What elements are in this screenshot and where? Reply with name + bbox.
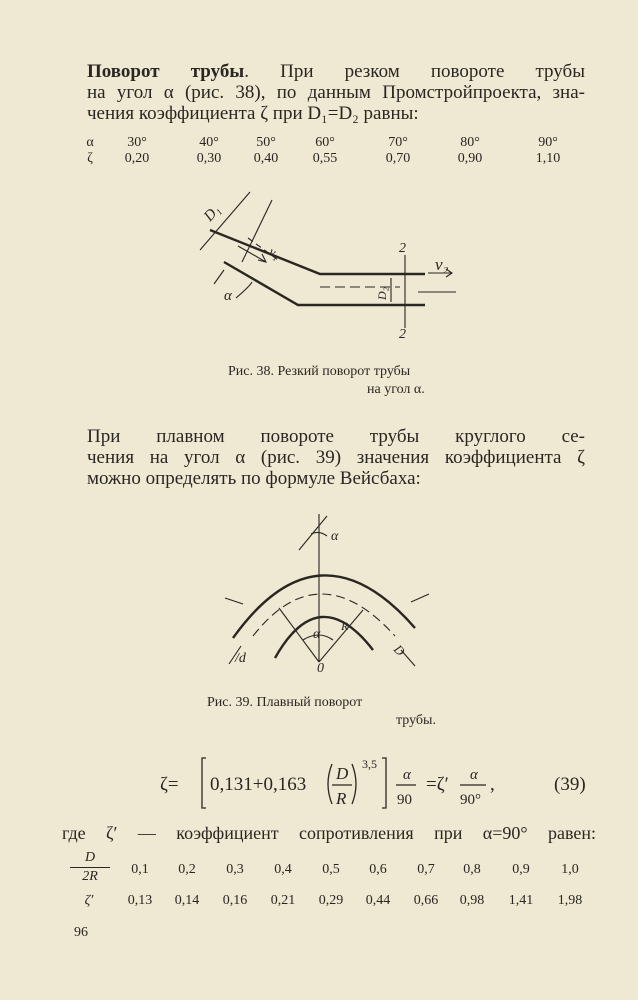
table-cell: 0,90 (457, 151, 483, 166)
alpha-label: α (224, 288, 232, 304)
table-cell: 90° (538, 135, 558, 150)
table-cell: 0,5 (322, 862, 340, 877)
paragraph-where (62, 823, 596, 844)
table-cell: 0,29 (318, 893, 344, 908)
table-row (88, 151, 588, 167)
table-cell: 0,55 (312, 151, 338, 166)
paragraph-smooth-bend (87, 426, 585, 489)
formula-constants: 0,131+0,163 (210, 774, 307, 795)
table-cell: 70° (388, 135, 408, 150)
pipe-lower-wall (224, 262, 425, 305)
formula-d: D (336, 764, 349, 783)
table-row (88, 135, 588, 151)
section-2-bottom-label: 2 (399, 327, 406, 340)
ratio-label: D 2R (70, 850, 110, 885)
paragraph-text: на угол α (рис. 38), по данным Промстройпроекта, зна- (87, 82, 585, 103)
paragraph-text: можно определять по формуле Вейсбаха: (87, 468, 421, 489)
left-bracket (202, 758, 206, 808)
table-cell: 0,20 (124, 151, 150, 166)
table-cell: 0,9 (512, 862, 530, 877)
table-cell: 50° (256, 135, 276, 150)
figure-38-sharp-bend (190, 190, 470, 340)
table-cell: 0,98 (459, 893, 485, 908)
table-cell: 0,66 (413, 893, 439, 908)
center-o-label: 0 (317, 661, 324, 676)
paragraph-pipe-turn (87, 61, 585, 124)
table-cell: 1,0 (561, 862, 579, 877)
table-cell: 30° (127, 135, 147, 150)
caption-line: Рис. 38. Резкий поворот трубы (228, 364, 411, 379)
table-cell: 0,30 (196, 151, 222, 166)
paragraph-text: . При резком повороте трубы (244, 61, 585, 82)
formula-90-deg: 90° (460, 792, 481, 808)
table-cell: 0,44 (365, 893, 391, 908)
table-cell: 0,21 (270, 893, 296, 908)
v2-label: v₂ (435, 255, 449, 274)
formula-r: R (336, 789, 347, 808)
paragraph-text: чения коэффициента ζ при D₁=D₂ равны: (87, 103, 419, 124)
figure-39-caption (207, 694, 457, 730)
caption-line: Рис. 39. Плавный поворот (207, 695, 363, 710)
table-cell: 0,2 (178, 862, 196, 877)
formula-90: 90 (397, 792, 412, 808)
formula-exponent: 3,5 (362, 757, 377, 771)
pipe-upper-wall (210, 230, 425, 274)
alpha-center-label: α (313, 627, 321, 642)
alpha-arc (236, 282, 252, 298)
table-cell: 0,13 (127, 893, 153, 908)
weisbach-formula (160, 752, 600, 814)
table-cell: 1,10 (535, 151, 561, 166)
table-row (64, 862, 594, 880)
table-cell: 0,3 (226, 862, 244, 877)
table-cell: 0,7 (417, 862, 435, 877)
zeta-prime-label: ζ′ (84, 893, 94, 908)
caption-line: на угол α. (367, 382, 425, 397)
table-cell: 0,6 (369, 862, 387, 877)
diameter-left-label: /d (235, 651, 246, 666)
table-cell: 0,1 (131, 862, 149, 877)
table-cell: 1,98 (557, 893, 583, 908)
alpha-top-label: α (331, 529, 339, 544)
section-2-top-label: 2 (399, 241, 406, 256)
alpha-label: α (86, 135, 94, 150)
section-title: Поворот трубы (87, 61, 245, 82)
table-cell: 0,8 (463, 862, 481, 877)
v1-arrow (238, 246, 266, 262)
zeta-prime-table (64, 850, 594, 914)
table-cell: 80° (460, 135, 480, 150)
caption-line: трубы. (396, 713, 436, 728)
right-bracket (382, 758, 386, 808)
table-cell: 0,14 (174, 893, 200, 908)
table-cell: 40° (199, 135, 219, 150)
page-number: 96 (74, 925, 88, 940)
table-cell: 0,4 (274, 862, 292, 877)
table-cell: 0,16 (222, 893, 248, 908)
right-paren (352, 764, 356, 804)
zeta-alpha-table (88, 135, 588, 169)
zeta-label: ζ (87, 151, 93, 166)
paragraph-text: чения на угол α (рис. 39) значения коэффициента ζ (87, 447, 585, 468)
formula-alpha-2: α (470, 767, 478, 783)
paragraph-text: где ζ′ — коэффициент сопротивления при α=90° равен: (62, 823, 596, 843)
table-cell: 1,41 (508, 893, 534, 908)
bend-centerline (253, 594, 395, 636)
formula-zeta-prime: =ζ′ (426, 774, 449, 795)
paragraph-text: При плавном повороте трубы круглого се- (87, 426, 585, 447)
left-paren (328, 764, 332, 804)
table-cell: 60° (315, 135, 335, 150)
table-cell: 0,70 (385, 151, 411, 166)
radius-label: R (341, 619, 349, 633)
figure-38-caption (228, 363, 478, 399)
diameter-right-label: D (390, 641, 409, 659)
formula-comma: , (490, 774, 495, 795)
formula-number: (39) (554, 774, 586, 795)
table-cell: 0,40 (253, 151, 279, 166)
figure-39-smooth-bend (215, 510, 435, 680)
table-row (64, 893, 594, 911)
formula-zeta: ζ= (160, 774, 179, 795)
v1-label: v₁ (266, 243, 283, 262)
formula-alpha: α (403, 767, 411, 783)
d1-label: D₁ (201, 202, 224, 225)
d2-label: D₂ (375, 287, 389, 300)
